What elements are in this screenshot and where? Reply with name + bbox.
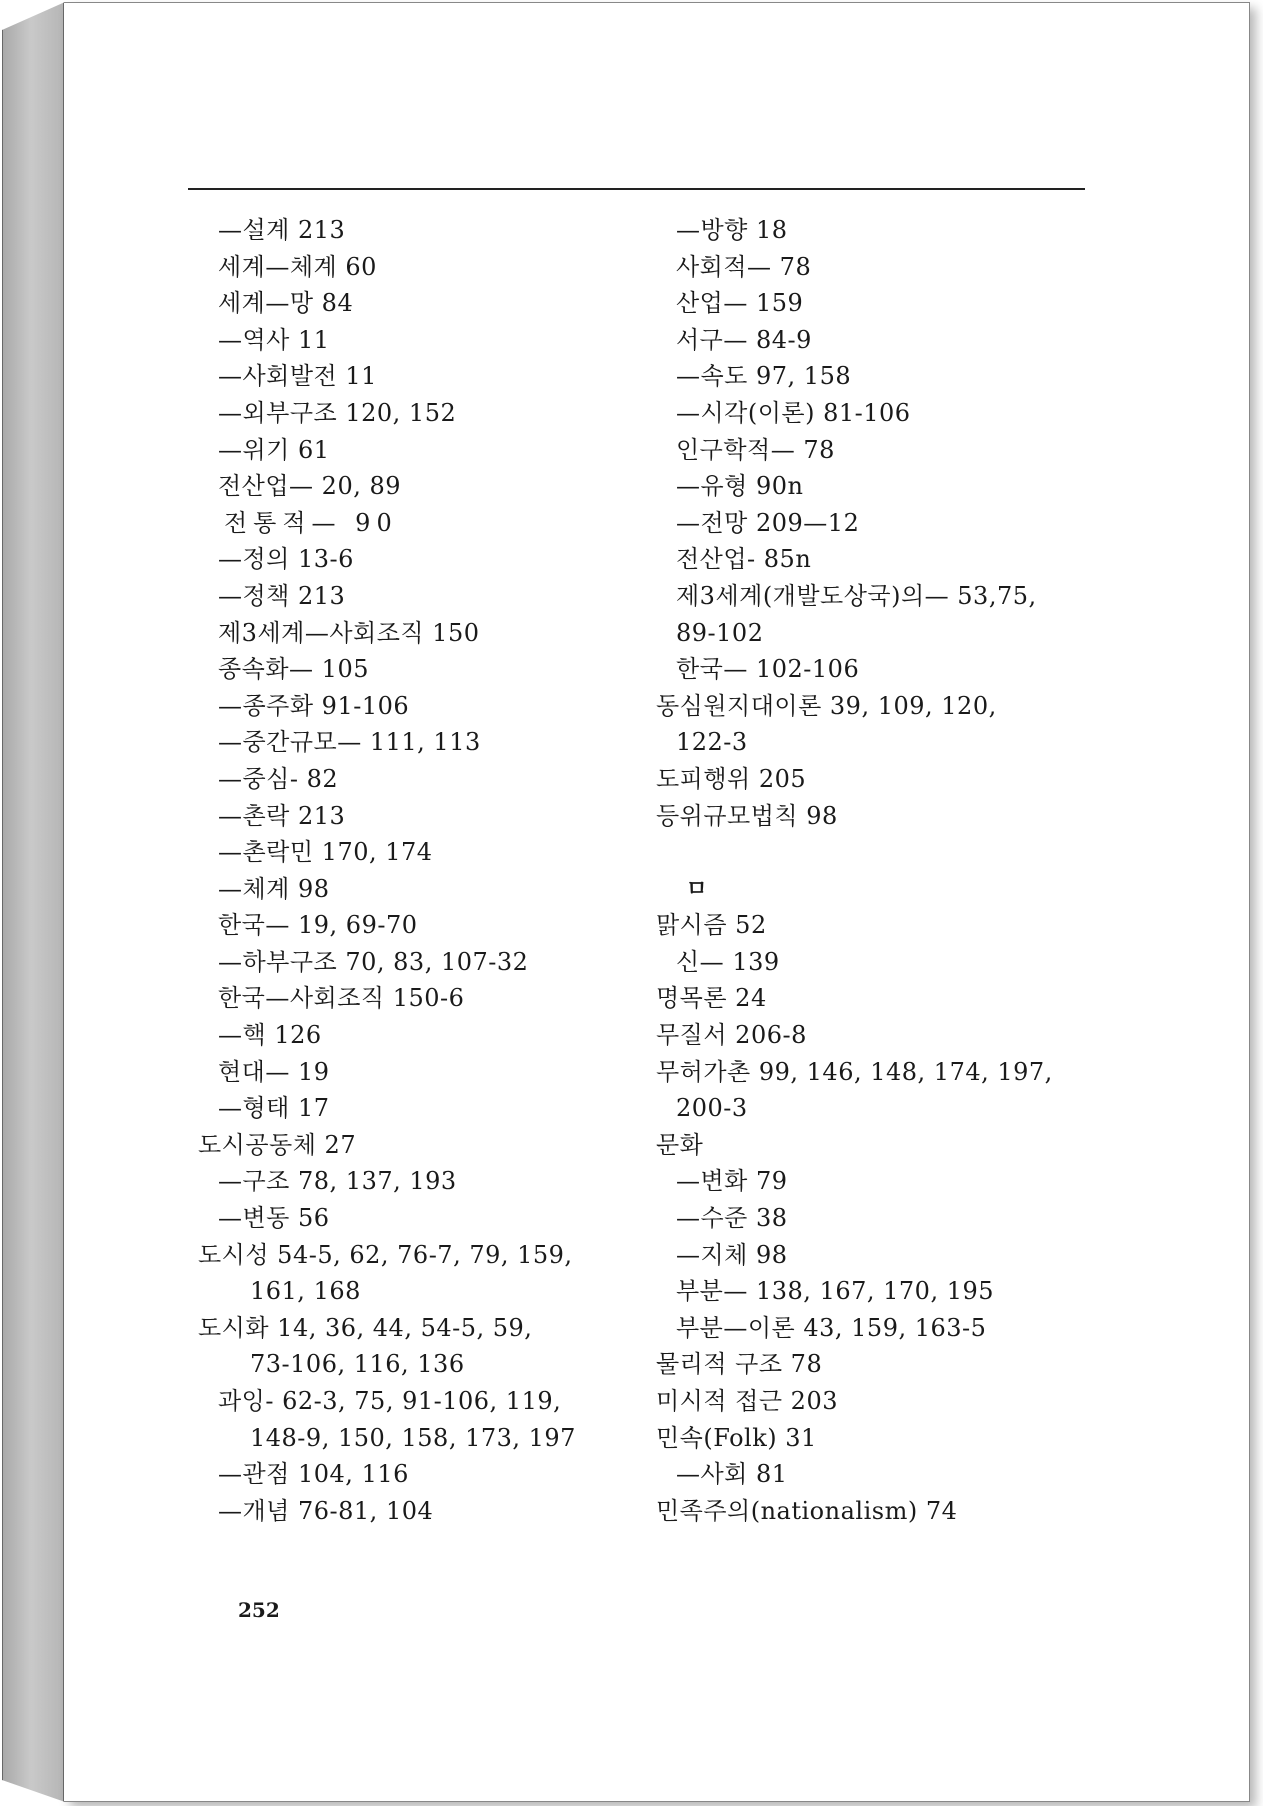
index-entry: —관점 104, 116 — [218, 1460, 409, 1489]
index-entry: 무질서 206-8 — [656, 1021, 807, 1050]
index-entry: 신— 139 — [676, 947, 780, 976]
index-entry: 부분—이론 43, 159, 163-5 — [676, 1313, 987, 1342]
index-entry: 산업— 159 — [676, 289, 804, 318]
index-entry: —속도 97, 158 — [676, 362, 852, 391]
index-entry: 73-106, 116, 136 — [250, 1350, 465, 1379]
index-entry: 등위규모법칙 98 — [656, 801, 838, 830]
index-column-right — [656, 212, 1096, 1529]
index-entry: —종주화 91-106 — [218, 691, 410, 720]
index-entry: —촌락 213 — [218, 801, 346, 830]
index-entry: —사회발전 11 — [218, 362, 377, 391]
index-entry: —유형 90n — [676, 472, 804, 501]
index-entry: —외부구조 120, 152 — [218, 398, 457, 427]
index-entry: —중심- 82 — [218, 764, 339, 793]
index-entry: —시각(이론) 81-106 — [676, 398, 911, 427]
index-entry: 문화 — [656, 1130, 704, 1159]
index-entry: 200-3 — [676, 1094, 748, 1123]
index-entry: 동심원지대이론 39, 109, 120, — [656, 691, 997, 720]
index-entry: 사회적— 78 — [676, 252, 812, 281]
index-entry: —형태 17 — [218, 1094, 330, 1123]
index-entry: —전망 209—12 — [676, 508, 860, 537]
index-entry: —체계 98 — [218, 874, 330, 903]
index-entry: —정의 13-6 — [218, 545, 354, 574]
index-entry: 89-102 — [676, 618, 764, 647]
index-entry: —위기 61 — [218, 435, 330, 464]
index-entry: —촌락민 170, 174 — [218, 838, 433, 867]
index-entry: 무허가촌 99, 146, 148, 174, 197, — [656, 1057, 1053, 1086]
index-spacer — [656, 834, 1096, 871]
index-entry: 도시성 54-5, 62, 76-7, 79, 159, — [198, 1240, 573, 1269]
index-entry: 전통적— 90 — [224, 508, 398, 537]
index-entry: 인구학적— 78 — [676, 435, 835, 464]
index-entry: 세계—체계 60 — [218, 252, 377, 281]
index-entry: 제3세계—사회조직 150 — [218, 618, 480, 647]
index-entry: 도시화 14, 36, 44, 54-5, 59, — [198, 1313, 533, 1342]
header-rule — [188, 188, 1085, 190]
index-entry: 민속(Folk) 31 — [656, 1423, 817, 1452]
index-entry: —사회 81 — [676, 1460, 788, 1489]
index-entry: —지체 98 — [676, 1240, 788, 1269]
index-entry: 민족주의(nationalism) 74 — [656, 1496, 958, 1525]
index-entry: —방향 18 — [676, 216, 788, 244]
index-entry: —역사 11 — [218, 325, 330, 354]
index-entry: 현대— 19 — [218, 1057, 330, 1086]
index-entry: 물리적 구조 78 — [656, 1350, 823, 1379]
page-number: 252 — [238, 1598, 280, 1622]
index-entry: 부분— 138, 167, 170, 195 — [676, 1277, 995, 1306]
index-entry: 한국—사회조직 150-6 — [218, 984, 465, 1013]
index-entry: 명목론 24 — [656, 984, 767, 1013]
index-entry: —구조 78, 137, 193 — [218, 1167, 457, 1196]
index-entry: 세계—망 84 — [218, 289, 354, 318]
index-entry: 전산업— 20, 89 — [218, 472, 402, 501]
index-entry: —변화 79 — [676, 1167, 788, 1196]
index-entry: 제3세계(개발도상국)의— 53,75, — [676, 581, 1037, 610]
index-entry: —개념 76-81, 104 — [218, 1496, 434, 1525]
index-entry: 도피행위 205 — [656, 764, 807, 793]
index-entry: 서구— 84-9 — [676, 325, 812, 354]
index-entry: 122-3 — [676, 728, 748, 757]
index-entry: —중간규모— 111, 113 — [218, 728, 481, 757]
index-entry: 맑시즘 52 — [656, 911, 767, 940]
index-entry: 161, 168 — [250, 1277, 361, 1306]
index-entry: 종속화— 105 — [218, 655, 369, 684]
index-entry: 전산업- 85n — [676, 545, 812, 574]
book-edge — [2, 2, 65, 1802]
index-entry: 과잉- 62-3, 75, 91-106, 119, — [218, 1387, 562, 1415]
index-entry: 도시공동체 27 — [198, 1130, 357, 1159]
index-entry: 148-9, 150, 158, 173, 197 — [250, 1423, 576, 1452]
index-entry: 한국— 19, 69-70 — [218, 911, 418, 940]
index-entry: —수준 38 — [676, 1204, 788, 1233]
index-column-left — [198, 212, 628, 1529]
index-entry: 한국— 102-106 — [676, 655, 860, 684]
index-entry: —정책 213 — [218, 581, 346, 610]
index-section-heading: ㅁ — [686, 875, 708, 902]
index-entry: —하부구조 70, 83, 107-32 — [218, 947, 529, 976]
index-entry: —변동 56 — [218, 1204, 330, 1233]
index-entry: —설계 213 — [218, 216, 346, 244]
index-entry: —핵 126 — [218, 1021, 322, 1050]
index-entry: 미시적 접근 203 — [656, 1387, 838, 1415]
